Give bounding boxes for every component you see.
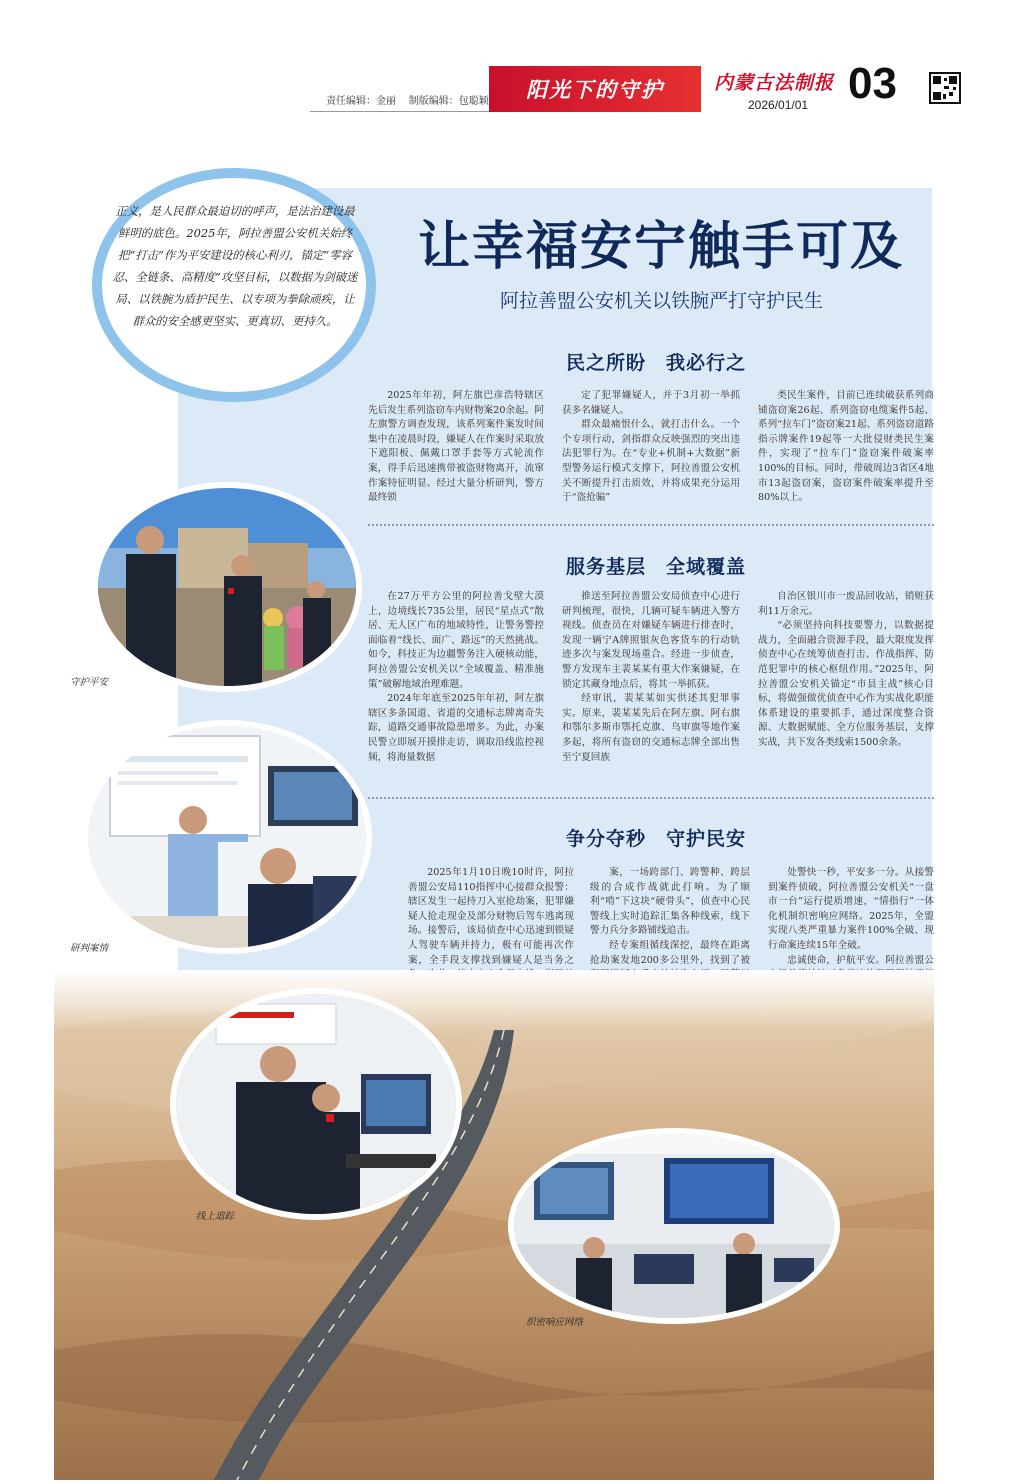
section-banner: 阳光下的守护	[489, 66, 701, 112]
section-heading-3: 争分夺秒 守护民安	[566, 828, 747, 850]
qr-code-icon	[929, 72, 961, 104]
section-heading-1: 民之所盼 我必行之	[566, 352, 747, 374]
article-subtitle: 阿拉善盟公安机关以铁腕严打守护民生	[500, 290, 824, 312]
page-number: 03	[848, 59, 897, 108]
paragraph: 经审讯，裴某某如实供述其犯罪事实。原来，裴某某先后在阿左旗、阿右旗和鄂尔多斯市鄂托克旗、乌审旗等地作案多起，将所有盗窃的交通标志牌全部出售至宁夏回族	[562, 693, 740, 763]
section-3-column-1: 2025年1月10日晚10时许，阿拉善盟公安局110指挥中心接群众报警：辖区发生一起持刀入室抢劫案，犯罪嫌疑人抢走现金及部分财物后驾车逃离现场。接警后，该局侦查中心迅速到锁疑人驾驶车辆并持力，极有可能再次作案，全手段支撑找到嫌疑人是当务之	[408, 867, 574, 966]
response-network-photo	[508, 1128, 840, 1324]
online-tracking-photo	[170, 988, 462, 1220]
header-rule	[310, 111, 490, 112]
issue-date: 2026/01/01	[748, 98, 809, 112]
section-divider	[368, 524, 934, 526]
photo-caption-2: 研判案情	[70, 943, 109, 954]
editor-credits: 责任编辑：金丽 制版编辑：包聪颖	[326, 96, 489, 107]
paragraph: “必须坚持向科技要警力，以数据提战力，全面融合资源手段，最大限度发挥侦查中心在统筹侦查打击、作战指挥、防范犯罪中的核心枢纽作用。”2025年，阿拉善盟公安机关锚定“市县主战”核心目标，将做强做优侦查中心作为实战化职能体系建设的重要抓手，通过深度整合资源、大数据赋能、全方位服务基层，支撑实战，共下发各类线索1500余条。	[758, 620, 934, 748]
article-title: 让幸福安宁触手可及	[418, 216, 905, 277]
paragraph: 自治区银川市一废品回收站，销赃获利11万余元。	[758, 591, 934, 617]
photo-caption-1: 守护平安	[70, 677, 109, 688]
paragraph: 2024年年底至2025年年初，阿左旗辖区多条国道、省道的交通标志牌离奇失踪，道路交通事故隐患增多。为此，办案民警立即展开摸排走访，调取沿线监控视频，将海量数据	[368, 693, 544, 763]
paragraph: 处警快一秒，平安多一分。从接警到案件侦破，阿拉善盟公安机关“一盘市一台”运行提质增速，“情指行”一体化机制织密响应网络。2025年，全盟实现八类严重暴力案件100%全破、现行命案连续15年全破。	[768, 867, 934, 951]
section-2-column-3	[758, 590, 934, 751]
section-1-column-1: 2025年年初，阿左旗巴彦浩特辖区先后发生系列盗窃车内财物案20余起。阿左旗警方调查发现，该系列案件案发时间集中在凌晨时段，嫌疑人在作案时采取放下遮阳板、佩戴口罩手套等方式轮流作案，得手后迅速携带被盗财物离开，流窜作案特征明显。经过大量分析研判，警方最终锁	[368, 390, 544, 504]
photo-caption-4: 织密响应网络	[526, 1317, 584, 1328]
case-analysis-photo	[82, 720, 372, 954]
section-2-column-1	[368, 590, 544, 765]
paragraph: 在27万平方公里的阿拉善戈壁大漠上，边境线长735公里，居民“星点式”散居、无人区广布的地域特性，让警务警控面临着“线长、面广、路远”的天然挑战。如今，科技正为边疆警务注入硬核动能，阿拉善盟公安机关以“全域覆盖、精准施策”破解地域治理难题。	[368, 591, 544, 690]
photo-caption-3: 线上追踪	[196, 1211, 235, 1222]
paragraph: 经专案组循线深挖，最终在距离抢劫案发地200多公里外，找到了被	[590, 939, 750, 966]
paragraph: 群众最痛恨什么，就打击什么。一个个专项行动，剑指群众反映强烈的突出违法犯罪行为。在“专业+机制+大数据”新型警务运行模式支撑下，阿拉善盟公安机关不断提升打击质效，并将成果充分运用于“盗抢骗”	[562, 419, 740, 504]
paragraph: 定了犯罪嫌疑人，并于3月初一举抓获多名嫌疑人。	[562, 390, 740, 416]
section-1-column-3: 类民生案件，目前已连续破获系列商铺盗窃案26起、系列盗窃电缆案件5起、系列“拉车门”盗窃案21起、系列盗窃道路指示牌案件19起等一大批侵财类民生案件，实现了“拉车门”盗窃案件破案率100%的目标。同时，带破周边3省区4地市13起盗窃案，盗窃案件破案率提升至80%以上。	[758, 390, 934, 504]
paragraph: 忠诚使命，护航平安。阿拉善盟公	[787, 954, 934, 966]
intro-quote: 正义，是人民群众最迫切的呼声，是法治建设最鲜明的底色。2025年，阿拉善盟公安机关始终把“打击”作为平安建设的核心利刃，锚定“零容忍、全链条、高精度”攻坚目标，以数据为剑破迷局、以铁腕为盾护民生、以专项为拳除顽疾，让群众的安全感更坚实、更真切、更持久。	[112, 204, 358, 328]
section-1-column-2	[562, 389, 740, 506]
newspaper-masthead: 内蒙古法制报	[714, 72, 835, 94]
paragraph: 推送至阿拉善盟公安局侦查中心进行研判梳理，很快，几辆可疑车辆进入警方视线。侦查员在对嫌疑车辆进行排查时，发现一辆宁A牌照银灰色客货车的行动轨迹多次与案发现场重合。经进一步侦查，警方发现车主裴某某有重大作案嫌疑，在锁定其藏身地点后，将其一举抓获。	[562, 591, 740, 690]
section-heading-2: 服务基层 全域覆盖	[566, 556, 747, 578]
section-divider	[368, 797, 934, 799]
patrol-officers-photo	[92, 482, 362, 692]
paragraph: 案，一场跨部门、跨警种、跨层级的合成作战就此打响。为了顺利“啃”下这块“硬骨头”，侦查中心民警线上实时追踪汇集各种线索，线下警力兵分多路铺线追击。	[590, 867, 750, 937]
section-2-column-2	[562, 590, 740, 765]
